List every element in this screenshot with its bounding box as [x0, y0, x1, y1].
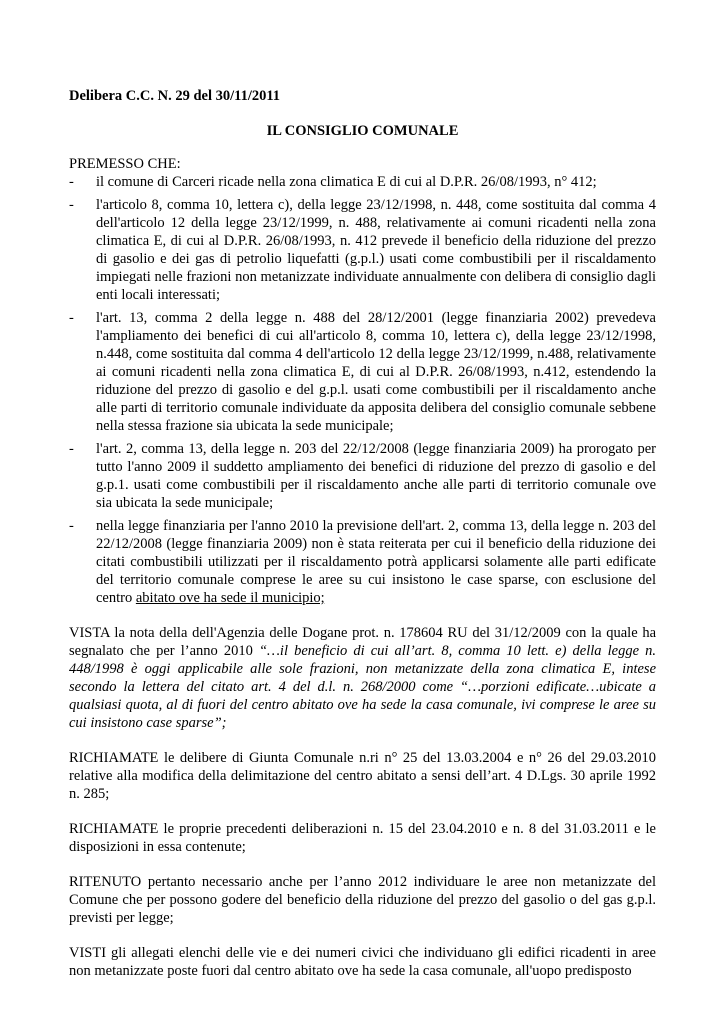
paragraph-richiamate-deliberazioni: RICHIAMATE le proprie precedenti deliberazioni n. 15 del 23.04.2010 e n. 8 del 31.03.2011 e le disposizioni in essa contenute; [69, 821, 656, 855]
bullet-dash: - [69, 197, 74, 213]
premesso-list [69, 173, 656, 607]
list-item-text: l'art. 2, comma 13, della legge n. 203 del 22/12/2008 (legge finanziaria 2009) ha prorogato per tutto l'anno 2009 il suddetto ampliamento dei benefici di riduzione del prezzo di gasolio e del g.p.1. usati come combustibili per il riscaldamento anche alle parti di territorio comunale ove sia ubicata la sede municipale; [96, 441, 656, 511]
paragraph-visti: VISTI gli allegati elenchi delle vie e dei numeri civici che individuano gli edifici ricadenti in aree non metanizzate poste fuori dal centro abitato ove ha sede la casa comunale, all'uopo predisposto [69, 945, 656, 979]
list-item-text: il comune di Carceri ricade nella zona climatica E di cui al D.P.R. 26/08/1993, n° 412; [96, 174, 597, 190]
list-item-text: l'articolo 8, comma 10, lettera c), della legge 23/12/1998, n. 448, come sostituita dal comma 4 dell'articolo 12 della legge 23/12/1999, n. 488, relativamente ai comuni ricadenti nella zona climatica E, di cui al D.P.R. 26/08/1993, n. 412 prevede il beneficio della riduzione del prezzo di gasolio e dei gas di petrolio liquefatti (g.p.l.) usati come combustibili per il riscaldamento impiegati nelle frazioni non metanizzate individuate annualmente con delibera di consiglio dagli enti locali interessati; [96, 197, 656, 303]
paragraph-ritenuto: RITENUTO pertanto necessario anche per l’anno 2012 individuare le aree non metanizzate del Comune che per possono godere del beneficio della riduzione del prezzo del gasolio o del gas g.p.l. previsti per legge; [69, 874, 656, 926]
list-item [69, 173, 656, 191]
bullet-dash: - [69, 441, 74, 457]
vista-paragraph [69, 624, 656, 732]
list-item [69, 517, 656, 607]
list-item-underlined-text: abitato ove ha sede il municipio; [135, 590, 325, 606]
bullet-dash: - [69, 310, 74, 326]
premesso-label: PREMESSO CHE: [69, 156, 181, 172]
list-item-text: l'art. 13, comma 2 della legge n. 488 del 28/12/2001 (legge finanziaria 2002) prevedeva l'ampliamento dei benefici di cui all'articolo 8, comma 10, lettera c), della legge 23/12/1998, n.448, come sostituita dal comma 4 dell'articolo 12 della legge 23/12/1999, n.488, relativamente ai comuni ricadenti nella zona climatica E, di cui al D.P.R. 26/08/1993, n.412, estendendo la riduzione del prezzo di gasolio e del g.p.l. usati come combustibili per il riscaldamento anche alle parti di territorio comunale individuate da apposita delibera del consiglio comunale sebbene nella stessa frazione sia ubicata la sede municipale; [96, 310, 656, 434]
list-item [69, 196, 656, 304]
list-item [69, 309, 656, 435]
list-item-text: nella legge finanziaria per l'anno 2010 la previsione dell'art. 2, comma 13, della legge n. 203 del 22/12/2008 (legge finanziaria 2009) non è stata reiterata per cui il beneficio della riduzione dei citati combustibili utilizzati per il riscaldamento potrà applicarsi solamente alle parti edificate del territorio comunale comprese le aree su cui insistono le case sparse, con esclusione del centro [96, 518, 656, 606]
document-page [69, 87, 656, 980]
vista-quote: “…il beneficio di cui all’art. 8, comma 10 lett. e) della legge n. 448/1998 è oggi applicabile alle sole frazioni, non metanizzate della zona climatica E, intese secondo la lettera del citato art. 4 del d.l. n. 268/2000 come “…porzioni edificate…ubicate a qualsiasi quota, al di fuori del centro abitato ove ha sede la casa comunale, ivi comprese le aree su cui insistono case sparse”; [69, 643, 657, 731]
paragraph-richiamate-giunta: RICHIAMATE le delibere di Giunta Comunale n.ri n° 25 del 13.03.2004 e n° 26 del 29.03.2010 relative alla modifica della delimitazione del centro abitato a sensi dell’art. 4 D.Lgs. 30 aprile 1992 n. 285; [69, 750, 656, 802]
list-item [69, 440, 656, 512]
vista-text: VISTA la nota della dell'Agenzia delle Dogane prot. n. 178604 RU del 31/12/2009 con la quale ha segnalato che per l’anno 2010 [69, 625, 656, 659]
bullet-dash: - [69, 518, 74, 534]
document-title: IL CONSIGLIO COMUNALE [266, 123, 459, 139]
bullet-dash: - [69, 174, 74, 190]
document-heading: Delibera C.C. N. 29 del 30/11/2011 [69, 88, 281, 104]
